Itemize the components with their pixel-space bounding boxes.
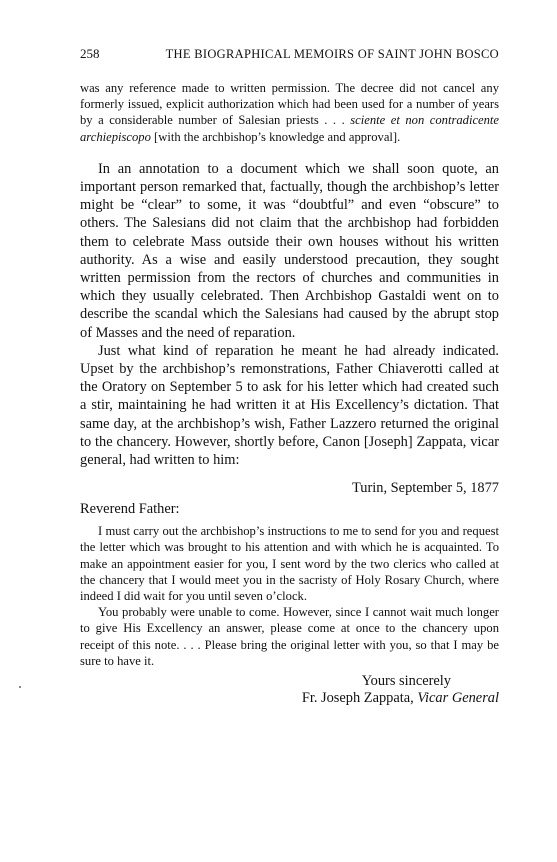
- signature-name: Fr. Joseph Zappata,: [301, 690, 418, 707]
- page-header: [80, 46, 499, 66]
- margin-speck: [19, 686, 21, 688]
- letter-closing: Yours sincerely: [361, 673, 451, 690]
- latin-phrase: sciente et non contradicente archiepiscopo: [80, 113, 500, 144]
- intro-paragraph: [80, 80, 499, 145]
- letter-body-1: I must carry out the archbishop’s instructions to me to send for you and request the letter which was brought to his attention and with which he is acquainted. To make an appointment easier for you, I sent word by the two clerics who called at the chancery that I would meet you in the sacristy of Holy Rosary Church, where indeed I did wait for you until seven o’clock.: [80, 524, 499, 604]
- book-page: [80, 46, 499, 707]
- letter-date: Turin, September 5, 1877: [352, 480, 499, 497]
- body-paragraph-2: Just what kind of reparation he meant he had already indicated. Upset by the archbishop’s remonstrations, Father Chiaverotti called at the Oratory on September 5 to ask for his letter which had created such a stir, maintaining he had written it at His Excellency’s dictation. That same day, at the archbishop’s wish, Father Lazzero returned the original to the chancery. However, shortly before, Canon [Joseph] Zappata, vicar general, had written to him:: [80, 342, 499, 469]
- signature-title: Vicar General: [417, 690, 499, 707]
- intro-text: was any reference made to written permission. The decree did not cancel any formerly issued, explicit authorization which had been used for a number of years by a considerable number of Salesian priests . . .: [80, 81, 499, 128]
- body-paragraph-1: In an annotation to a document which we shall soon quote, an important person remarked that, factually, though the archbishop’s letter might be “clear” to some, it was “doubtful” and even “obscure” to others. The Salesians did not claim that the archbishop had forbidden them to celebrate Mass outside their own houses without his written authority. As a wise and easily understood precaution, they sought written permission from the rectors of churches and communities in which they usually celebrated. Then Archbishop Gastaldi went on to describe the scandal which the Salesians had caused by the abrupt stop of Masses and the need of reparation.: [80, 160, 499, 341]
- running-head: THE BIOGRAPHICAL MEMOIRS OF SAINT JOHN BOSCO: [165, 47, 499, 61]
- letter-signature: [80, 690, 499, 707]
- page-number: 258: [80, 46, 100, 61]
- letter-salutation: Reverend Father:: [80, 501, 180, 518]
- letter-body-2: You probably were unable to come. However, since I cannot wait much longer to give His Excellency an answer, please come at once to the chancery upon receipt of this note. . . . Please bring the original letter with you, so that I may be sure to have it.: [80, 605, 499, 668]
- intro-translation: [with the archbishop’s knowledge and approval].: [150, 129, 401, 144]
